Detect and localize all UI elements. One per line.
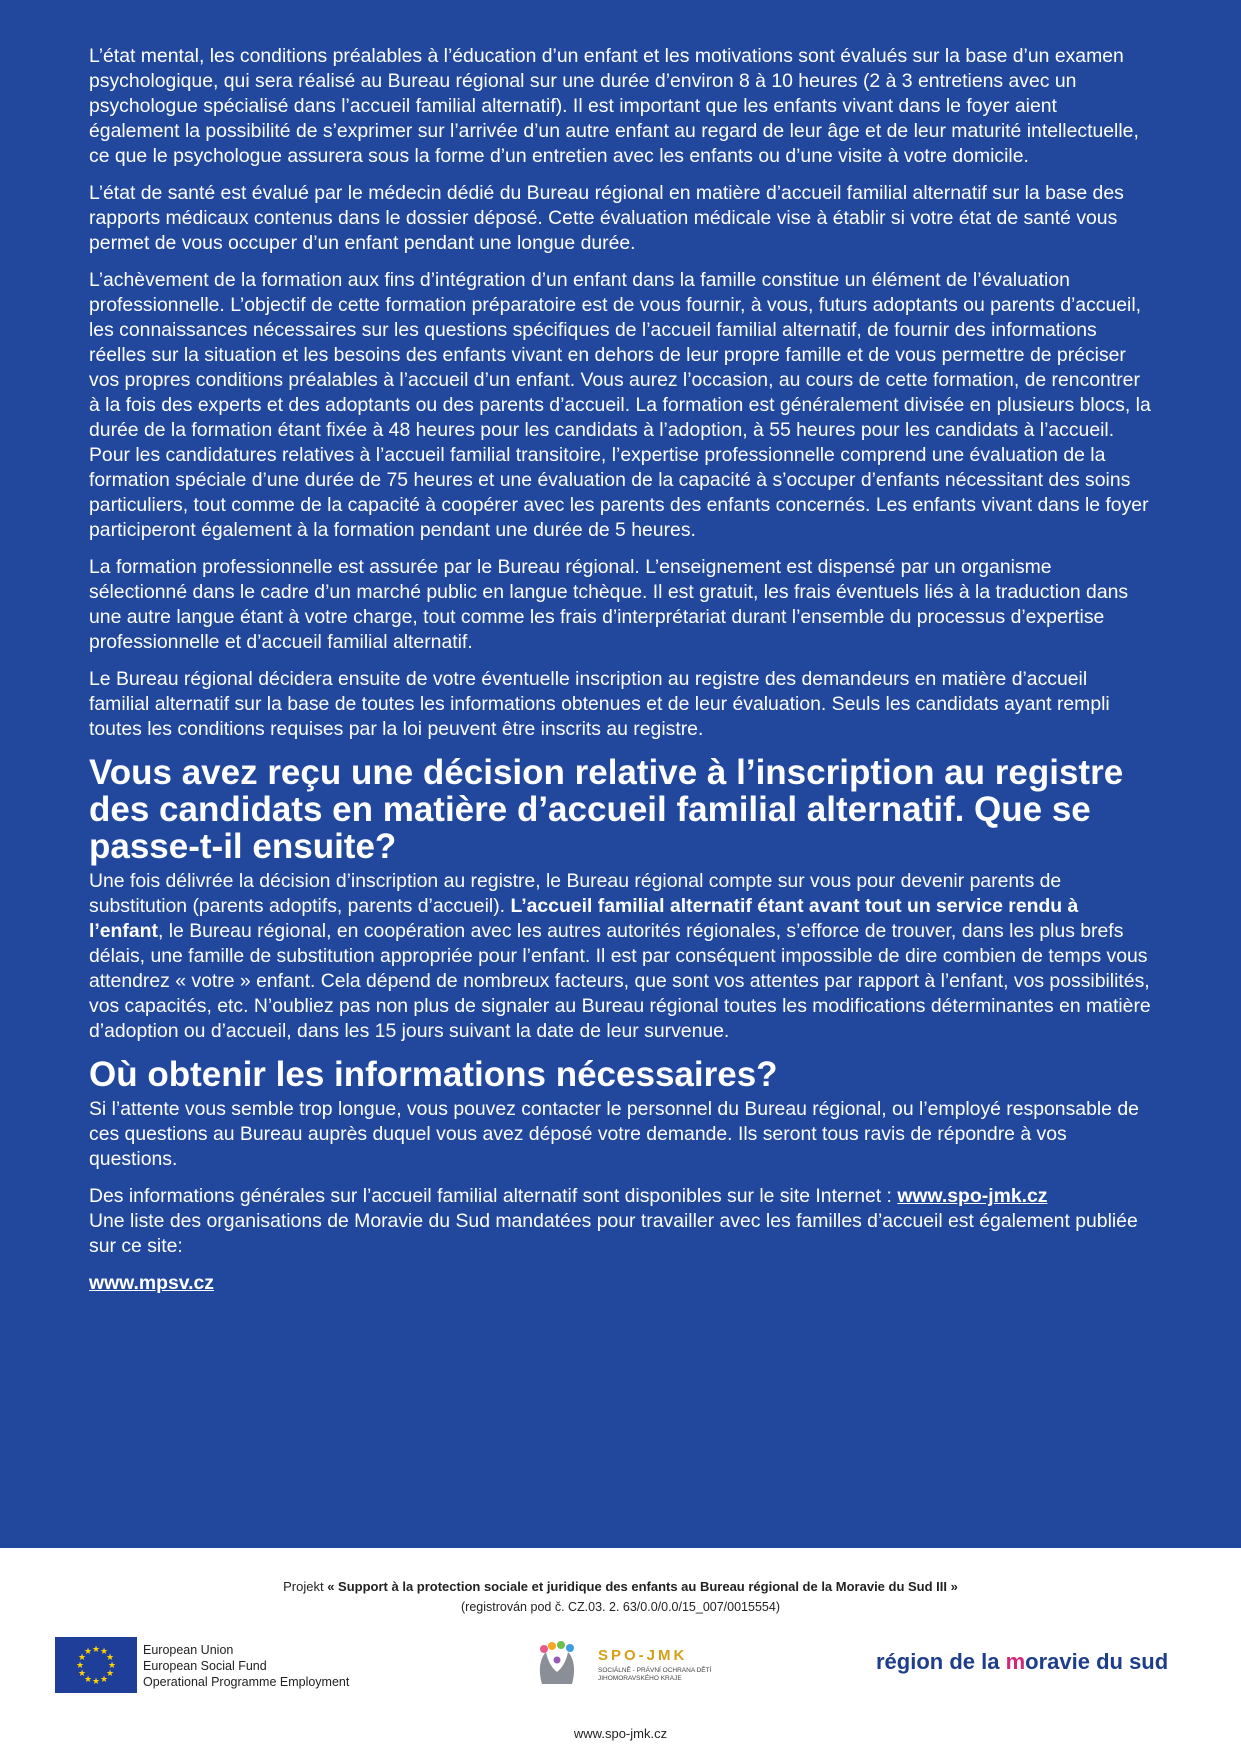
heading-decision: Vous avez reçu une décision relative à l’inscription au registre des candidats en matière d’accueil familial alternatif. Que se passe-t-il ensuite? <box>89 753 1124 866</box>
svg-text:★: ★ <box>77 1653 87 1663</box>
spo-subtitle: SOCIÁLNĚ - PRÁVNÍ OCHRANA DĚTÍ JIHOMORAVSKÉHO KRAJE <box>598 1667 712 1682</box>
svg-text:★: ★ <box>75 1661 85 1671</box>
svg-text:★: ★ <box>91 1677 101 1687</box>
paragraph-mpsv <box>89 1271 1152 1296</box>
footer <box>0 1548 1241 1754</box>
project-title: « Support à la protection sociale et juridique des enfants au Bureau régional de la Moravie du Sud III » <box>327 1579 958 1594</box>
region-logo: région de la moravie du sud <box>876 1649 1169 1674</box>
paragraph-contact: Si l’attente vous semble trop longue, vous pouvez contacter le personnel du Bureau régional, ou l’employé responsable de ces questions au Bureau auprès duquel vous avez déposé votre demande. Ils seront tous ravis de répondre à vos questions. <box>89 1098 1139 1170</box>
svg-text:★: ★ <box>105 1669 115 1679</box>
paragraph-training: L’achèvement de la formation aux fins d’intégration d’un enfant dans la famille constitue un élément de l’évaluation professionnelle. L’objectif de cette formation préparatoire est de vous fournir, à vous, futurs adoptants ou parents d’accueil, les connaissances nécessaires sur les questions spécifiques de l’accueil familial alternatif, de fournir des informations réelles sur la situation et les besoins des enfants vivant en dehors de leur propre famille et de vous permettre de préciser vos propres conditions préalables à l’accueil d’un enfant. Vous aurez l’occasion, au cours de cette formation, de rencontrer à la fois des experts et des adoptants ou des parents d’accueil. La formation est généralement divisée en plusieurs blocs, la durée de la formation étant fixée à 48 heures pour les candidats à l’adoption, à 55 heures pour les candidats à l’accueil. Pour les candidatures relatives à l’accueil familial transitoire, l’expertise professionnelle comprend une évaluation de la formation spéciale d’une durée de 75 heures et une évaluation de la capacité à s’occuper d’enfants nécessitant des soins particuliers, tout comme de la capacité à coopérer avec les parents des enfants concernés. Les enfants vivant dans le foyer participeront également à la formation pendant une durée de 5 heures. <box>89 269 1151 541</box>
project-line <box>0 1578 1241 1596</box>
svg-text:★: ★ <box>83 1647 93 1657</box>
spo-hands-icon <box>532 1640 582 1690</box>
paragraph-health: L’état de santé est évalué par le médecin dédié du Bureau régional en matière d’accueil familial alternatif sur la base des rapports médicaux contenus dans le dossier déposé. Cette évaluation médicale vise à établir si votre état de santé vous permet de vous occuper d’un enfant pendant une longue durée. <box>89 182 1124 254</box>
decision-text-before: Une fois délivrée la décision d’inscription au registre, le Bureau régional compte sur vous pour devenir parents de substitution (parents adoptifs, parents d’accueil). <box>89 870 1062 917</box>
eu-text <box>143 1642 349 1690</box>
mpsv-link[interactable]: www.mpsv.cz <box>89 1272 214 1294</box>
content <box>89 44 1152 1308</box>
svg-text:★: ★ <box>99 1675 109 1685</box>
spo-hands-graphic <box>532 1640 582 1690</box>
paragraph-registry-decision: Le Bureau régional décidera ensuite de votre éventuelle inscription au registre des demandeurs en matière d’accueil familial alternatif sur la base de toutes les informations obtenues et de leur évaluation. Seuls les candidats ayant rempli toutes les conditions requises par la loi peuvent être inscrits au registre. <box>89 668 1110 740</box>
paragraph-organisations: Une liste des organisations de Moravie du Sud mandatées pour travailler avec les familles d’accueil est également publiée sur ce site: <box>89 1210 1138 1257</box>
paragraph-decision <box>89 869 1152 1044</box>
paragraph-professional-training: La formation professionnelle est assurée par le Bureau régional. L’enseignement est dispensé par un organisme sélectionné dans le cadre d’un marché public en langue tchèque. Il est gratuit, les frais éventuels liés à la traduction dans une autre langue étant à votre charge, tout comme les frais d’interprétariat durant l’ensemble du processus d’expertise professionnelle et d’accueil familial alternatif. <box>89 556 1129 653</box>
svg-text:★: ★ <box>107 1661 117 1671</box>
eu-stars <box>55 1637 137 1693</box>
footer-url[interactable]: www.spo-jmk.cz <box>573 1726 668 1741</box>
svg-text:★: ★ <box>105 1653 115 1663</box>
svg-text:★: ★ <box>91 1645 101 1655</box>
spo-title: SPO-JMK <box>598 1647 688 1664</box>
spo-jmk-link[interactable]: www.spo-jmk.cz <box>897 1185 1048 1207</box>
eu-line-1: European Union <box>143 1643 234 1657</box>
paragraph-website <box>89 1184 1152 1209</box>
project-prefix: Projekt <box>283 1579 328 1594</box>
decision-text-after: , le Bureau régional, en coopération avec les autres autorités régionales, s’efforce de trouver, dans les plus brefs délais, une famille de substitution appropriée pour l’enfant. Il est par conséquent impossible de dire combien de temps vous attendrez « votre » enfant. Cela dépend de nombreux facteurs, que sont vos attentes par rapport à l’enfant, vos possibilités, vos capacités, etc. N’oubliez pas non plus de signaler au Bureau régional toutes les modifications déterminantes en matière d’adoption ou d’accueil, dans les 15 jours suivant la date de leur survenue. <box>89 920 1151 1042</box>
svg-text:★: ★ <box>77 1669 87 1679</box>
eu-line-3: Operational Programme Employment <box>143 1675 350 1689</box>
paragraph-psychological: L’état mental, les conditions préalables à l’éducation d’un enfant et les motivations sont évalués sur la base d’un examen psychologique, qui sera réalisé au Bureau régional sur une durée d’environ 8 à 10 heures (2 à 3 entretiens avec un psychologue spécialisé dans l’accueil familial alternatif). Il est important que les enfants vivant dans le foyer aient également la possibilité de s’exprimer sur l’arrivée d’un autre enfant au regard de leur âge et de leur maturité intellectuelle, ce que le psychologue assurera sous la forme d’un entretien avec les enfants ou d’une visite à votre domicile. <box>89 45 1139 167</box>
eu-flag-icon <box>55 1637 137 1693</box>
svg-text:★: ★ <box>83 1675 93 1685</box>
heading-information: Où obtenir les informations nécessaires? <box>89 1055 778 1094</box>
eu-line-2: European Social Fund <box>143 1659 267 1673</box>
svg-text:★: ★ <box>99 1647 109 1657</box>
registration-number: (registrován pod č. CZ.03. 2. 63/0.0/0.0/15_007/0015554) <box>461 1600 780 1614</box>
website-text: Des informations générales sur l’accueil familial alternatif sont disponibles sur le site Internet : <box>89 1185 898 1207</box>
decision-text-bold: L’accueil familial alternatif étant avant tout un service rendu à l’enfant <box>89 895 1079 942</box>
